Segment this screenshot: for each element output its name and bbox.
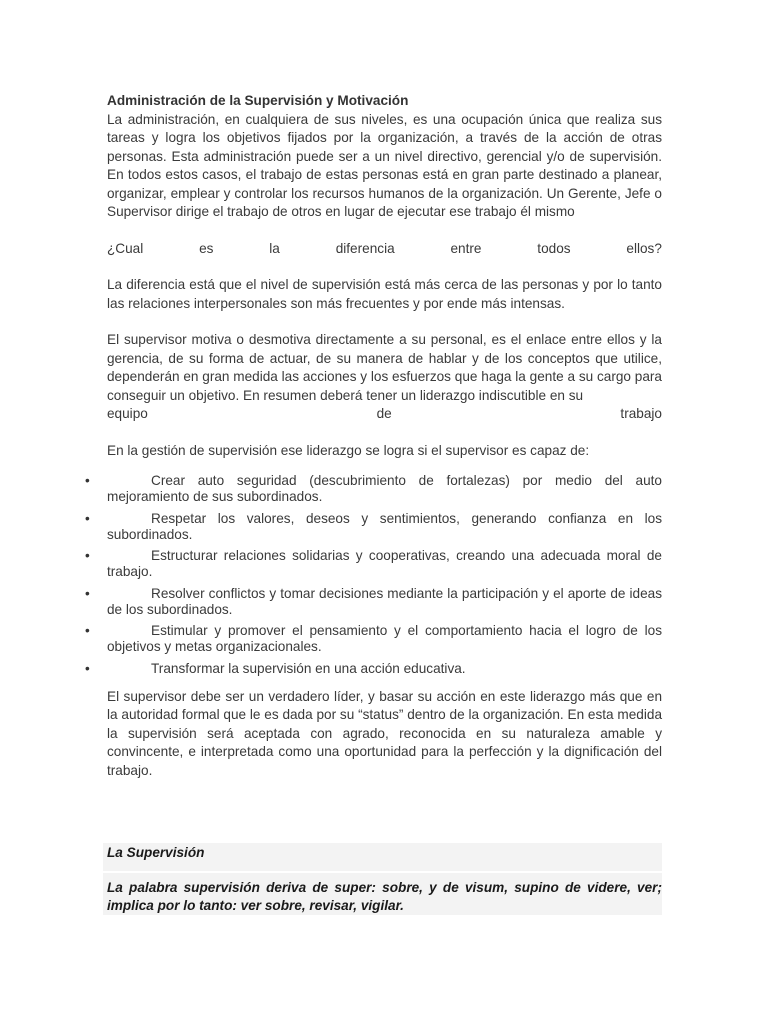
- question-word: todos: [537, 240, 571, 256]
- motivation-word: trabajo: [620, 406, 662, 421]
- list-item: • Estimular y promover el pensamiento y el comportamiento hacia el logro de los objetivos y metas organizacionales.: [85, 623, 662, 654]
- list-item: • Resolver conflictos y tomar decisiones mediante la participación y el aporte de ideas de los subordinados.: [85, 585, 662, 617]
- question-word: ¿Cual: [107, 240, 144, 256]
- list-item: • Crear auto seguridad (descubrimiento de fortalezas) por medio del auto mejoramiento de sus subordinados.: [85, 473, 662, 504]
- document-title: Administración de la Supervisión y Motivación: [107, 93, 409, 108]
- bullet-icon: •: [85, 585, 90, 601]
- intro-paragraph: La administración, en cualquiera de sus niveles, es una ocupación única que realiza sus tareas y logra los objetivos fijados por la organización, a través de la acción de otras personas. Esta administración puede ser a un nivel directivo, gerencial y/o de supervisión. En todos estos casos, el trabajo de estas personas está en gran parte destinado a planear, organizar, emplear y controlar los recursos humanos de la organización. Un Gerente, Jefe o Supervisor dirige el trabajo de otros en lugar de ejecutar ese trabajo él mismo: [107, 111, 662, 219]
- section-heading: La Supervisión: [107, 845, 205, 860]
- bullet-icon: •: [85, 510, 90, 526]
- bullet-icon: •: [85, 623, 90, 638]
- question-word: diferencia: [335, 240, 395, 256]
- question-line: [107, 240, 662, 259]
- document-body: [85, 92, 662, 780]
- list-item: • Estructurar relaciones solidarias y cooperativas, creando una adecuada moral de trabajo.: [85, 548, 662, 579]
- motivation-word: equipo: [107, 406, 148, 421]
- list-item: • Respetar los valores, deseos y sentimientos, generando confianza en los subordinados.: [85, 510, 662, 542]
- bullet-icon: •: [85, 473, 90, 488]
- list-item: • Transformar la supervisión en una acción educativa.: [85, 660, 466, 676]
- motivation-last-line: [107, 405, 662, 424]
- question-word: entre: [450, 240, 482, 256]
- leadership-intro: En la gestión de supervisión ese liderazgo se logra si el supervisor es capaz de:: [107, 442, 590, 458]
- motivation-paragraph: El supervisor motiva o desmotiva directamente a su personal, es el enlace entre ellos y la gerencia, de su forma de actuar, de su manera de hablar y de los conceptos que utilice, dependerán en gran medida las acciones y los esfuerzos que haga la gente a su cargo para conseguir un objetivo. En resumen deberá tener un liderazgo indiscutible en su: [107, 332, 662, 403]
- question-word: la: [269, 240, 280, 256]
- question-word: ellos?: [626, 240, 662, 256]
- question-word: es: [199, 240, 214, 256]
- difference-paragraph: La diferencia está que el nivel de supervisión está más cerca de las personas y por lo tanto las relaciones interpersonales son más frecuentes y por ende más intensas.: [107, 277, 662, 311]
- motivation-word: de: [376, 406, 392, 421]
- leadership-list: [85, 473, 662, 677]
- bullet-icon: •: [85, 660, 90, 676]
- bullet-icon: •: [85, 548, 90, 563]
- conclusion-paragraph: El supervisor debe ser un verdadero líder, y basar su acción en este liderazgo más que en la autoridad formal que le es dada por su “status” dentro de la organización. En esta medida la supervisión será aceptada con agrado, reconocida en su naturaleza amable y convincente, e interpretada como una oportunidad para la perfección y la dignificación del trabajo.: [107, 688, 662, 778]
- section-definition: La palabra supervisión deriva de super: sobre, y de visum, supino de videre, ver; implica por lo tanto: ver sobre, revisar, vigilar.: [107, 880, 662, 913]
